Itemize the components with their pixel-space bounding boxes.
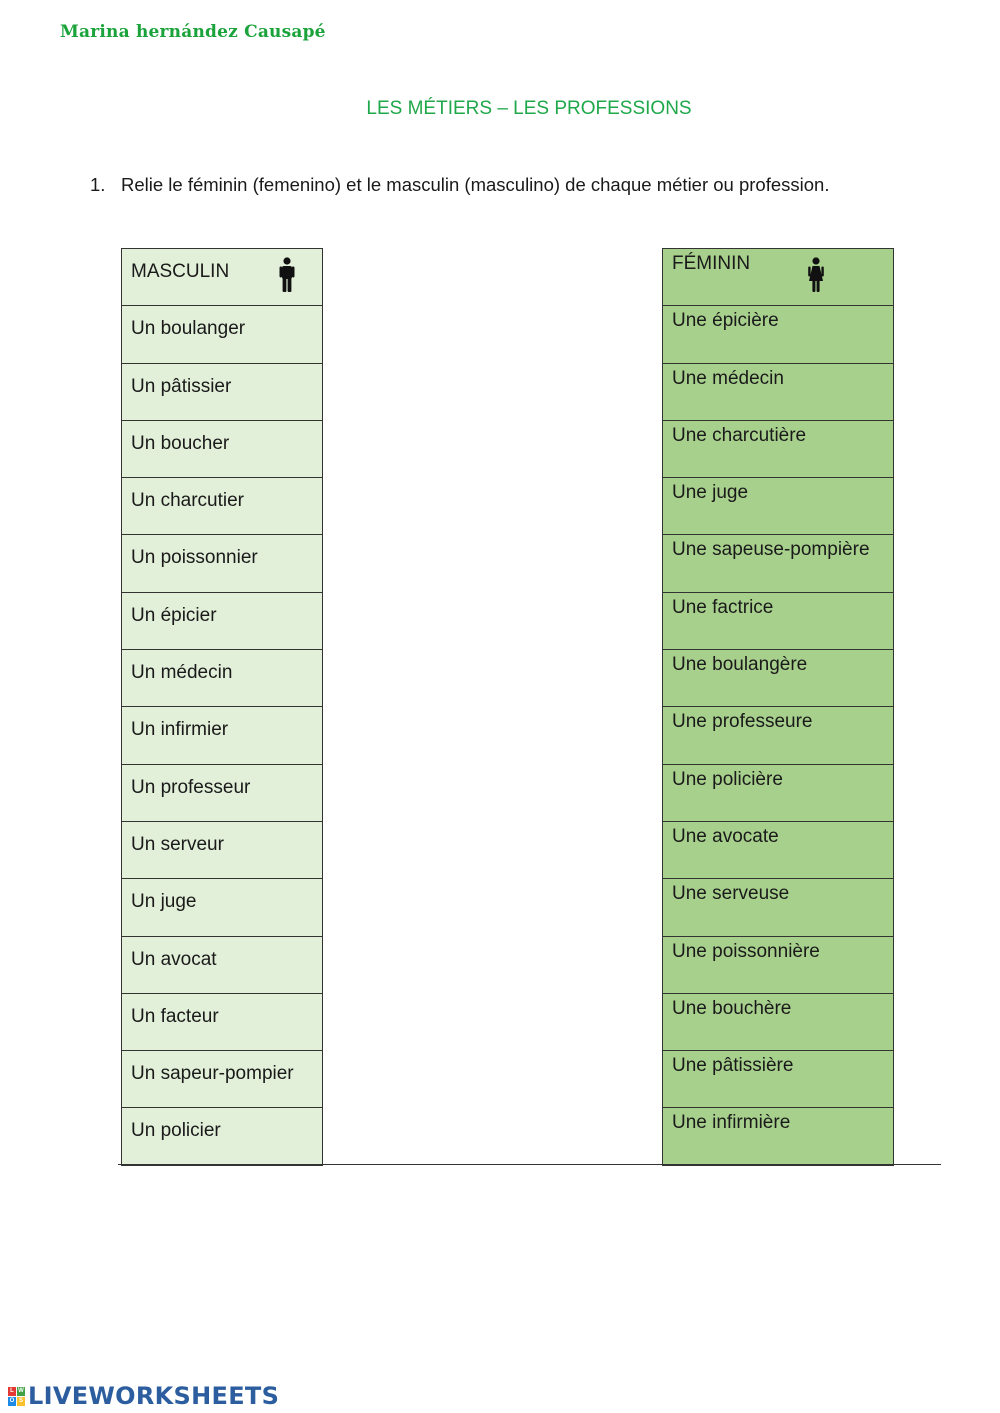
logo-mark-icon [8, 1387, 25, 1406]
feminin-item[interactable]: Une avocate [663, 822, 893, 879]
feminin-item[interactable]: Une infirmière [663, 1108, 893, 1165]
feminin-item[interactable]: Une charcutière [663, 421, 893, 478]
feminin-item[interactable]: Une serveuse [663, 879, 893, 936]
masculin-item[interactable]: Un boucher [122, 421, 322, 478]
feminin-header [663, 249, 893, 306]
feminin-item[interactable]: Une policière [663, 765, 893, 822]
feminin-item[interactable]: Une boulangère [663, 650, 893, 707]
instruction-number: 1. [90, 174, 106, 195]
liveworksheets-logo[interactable] [8, 1382, 279, 1410]
masculin-item[interactable]: Un infirmier [122, 707, 322, 764]
masculin-item[interactable]: Un sapeur-pompier [122, 1051, 322, 1108]
instruction [90, 174, 829, 196]
masculin-item[interactable]: Un poissonnier [122, 535, 322, 592]
masculin-column [121, 248, 323, 1166]
feminin-item[interactable]: Une professeure [663, 707, 893, 764]
feminin-item[interactable]: Une médecin [663, 364, 893, 421]
feminin-item[interactable]: Une factrice [663, 593, 893, 650]
instruction-text: Relie le féminin (femenino) et le masculin (masculino) de chaque métier ou profession. [121, 174, 830, 195]
masculin-header-label: MASCULIN [131, 261, 230, 282]
logo-letter: S [18, 1397, 23, 1404]
feminin-item[interactable]: Une poissonnière [663, 937, 893, 994]
masculin-item[interactable]: Un médecin [122, 650, 322, 707]
woman-icon [806, 257, 826, 293]
page-title: LES MÉTIERS – LES PROFESSIONS [366, 98, 692, 119]
author-name: Marina hernández Causapé [60, 22, 326, 42]
feminin-item[interactable]: Une épicière [663, 306, 893, 363]
table-bottom-line [118, 1164, 941, 1165]
man-icon [277, 257, 297, 293]
masculin-item[interactable]: Un avocat [122, 937, 322, 994]
logo-letter: L [8, 1387, 16, 1396]
feminin-column [662, 248, 894, 1166]
masculin-item[interactable]: Un pâtissier [122, 364, 322, 421]
feminin-header-label: FÉMININ [672, 253, 751, 274]
masculin-item[interactable]: Un boulanger [122, 306, 322, 363]
feminin-item[interactable]: Une juge [663, 478, 893, 535]
feminin-item[interactable]: Une bouchère [663, 994, 893, 1051]
feminin-item[interactable]: Une pâtissière [663, 1051, 893, 1108]
masculin-item[interactable]: Un épicier [122, 593, 322, 650]
masculin-header [122, 249, 322, 306]
logo-text: LIVEWORKSHEETS [28, 1382, 280, 1410]
masculin-item[interactable]: Un serveur [122, 822, 322, 879]
masculin-item[interactable]: Un policier [122, 1108, 322, 1165]
masculin-item[interactable]: Un facteur [122, 994, 322, 1051]
feminin-item[interactable]: Une sapeuse-pompière [663, 535, 893, 592]
logo-letter: O [9, 1397, 15, 1404]
masculin-item[interactable]: Un charcutier [122, 478, 322, 535]
logo-letter: W [18, 1387, 24, 1394]
masculin-item[interactable]: Un professeur [122, 765, 322, 822]
masculin-item[interactable]: Un juge [122, 879, 322, 936]
